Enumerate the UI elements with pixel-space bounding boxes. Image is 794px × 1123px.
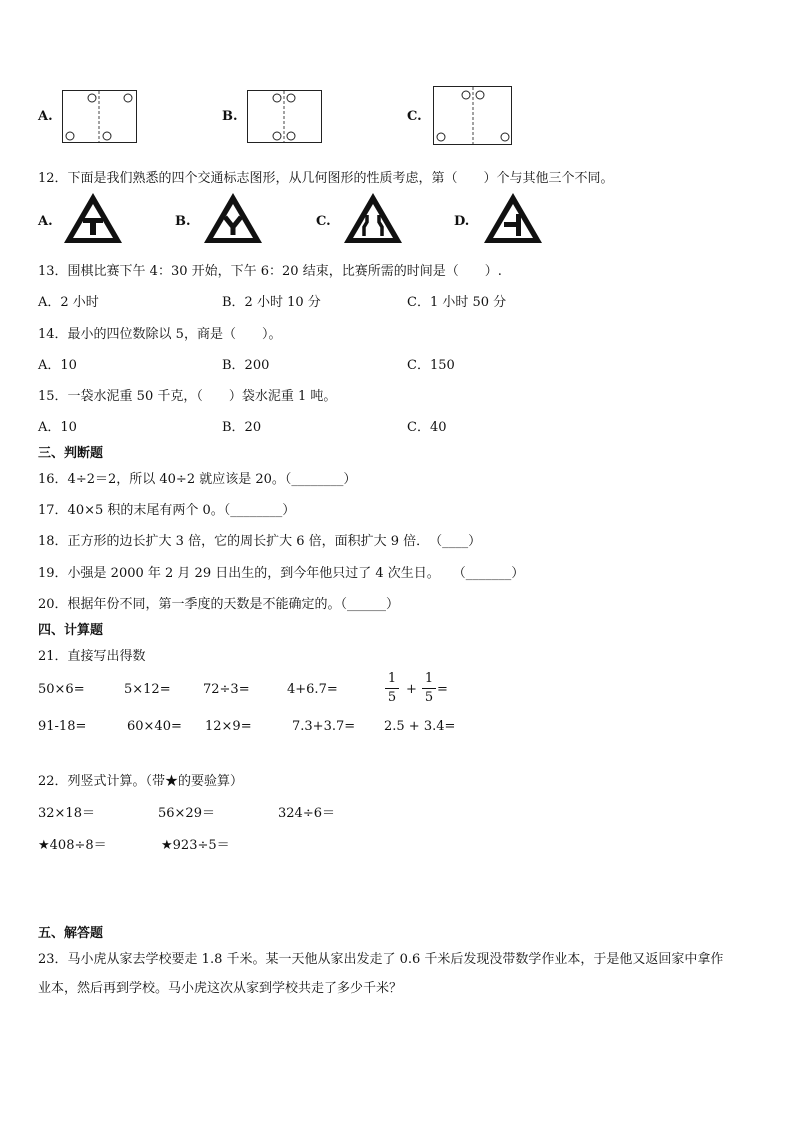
fraction-plus-sign: + (406, 682, 417, 697)
q12-option-d: D. (454, 214, 470, 229)
section-true-false-heading: 三、判断题 (38, 446, 104, 461)
q21-fraction-2 (422, 671, 436, 706)
q17-text: 17．40×5 积的末尾有两个 0。（________） (38, 503, 296, 518)
q13-option-c: C．1 小时 50 分 (407, 295, 507, 310)
q11-option-b: B. (222, 109, 238, 124)
q22-item: ★408÷8＝ (38, 838, 107, 853)
traffic-sign-y-junction-icon (202, 191, 264, 245)
q21-item: 72÷3= (203, 682, 250, 697)
q15-option-b: B．20 (222, 420, 262, 435)
q21-item: 2.5 + 3.4= (384, 719, 456, 734)
q16-text: 16．4÷2＝2，所以 40÷2 就应该是 20。（________） (38, 472, 357, 487)
q13-text: 13．围棋比赛下午 4：30 开始，下午 6：20 结束，比赛所需的时间是（ ）. (38, 264, 502, 279)
q18-text: 18．正方形的边长扩大 3 倍，它的周长扩大 6 倍，面积扩大 9 倍． （____） (38, 534, 482, 549)
q21-item: 7.3+3.7= (292, 719, 356, 734)
q11-figure-a (62, 90, 138, 144)
q13-option-a: A．2 小时 (38, 295, 99, 310)
q21-item: 12×9= (205, 719, 252, 734)
q20-text: 20．根据年份不同，第一季度的天数是不能确定的。（______） (38, 597, 400, 612)
q12-option-c: C. (316, 214, 331, 229)
q12-option-a: A. (38, 214, 53, 229)
q15-text: 15．一袋水泥重 50 千克，（ ）袋水泥重 1 吨。 (38, 389, 337, 404)
q15-option-c: C．40 (407, 420, 447, 435)
traffic-sign-t-junction-icon (62, 191, 124, 245)
q23-text-line1: 23．马小虎从家去学校要走 1.8 千米。某一天他从家出发走了 0.6 千米后发现没带数学作业本，于是他又返回家中拿作 (38, 952, 724, 967)
q14-option-a: A．10 (38, 358, 77, 373)
q11-figure-b (247, 90, 323, 144)
q21-item: 91-18= (38, 719, 87, 734)
q21-fraction-1 (385, 671, 399, 706)
fraction-denominator: 5 (387, 690, 397, 705)
fraction-equals-sign: = (437, 682, 448, 697)
section-word-problems-heading: 五、解答题 (38, 926, 104, 941)
fraction-bar (385, 688, 399, 689)
q22-item: ★923÷5＝ (161, 838, 230, 853)
q11-option-c: C. (407, 109, 422, 124)
traffic-sign-side-road-icon (482, 191, 544, 245)
q21-item: 5×12= (124, 682, 171, 697)
q11-option-a: A. (38, 109, 53, 124)
q11-figure-c (433, 86, 513, 146)
q22-item: 32×18＝ (38, 806, 95, 821)
q21-item: 4+6.7= (287, 682, 338, 697)
q21-title: 21．直接写出得数 (38, 649, 146, 664)
q19-text: 19．小强是 2000 年 2 月 29 日出生的，到今年他只过了 4 次生日。 （_______） (38, 566, 525, 581)
q22-item: 56×29＝ (158, 806, 215, 821)
fraction-numerator: 1 (387, 671, 397, 686)
q12-text: 12．下面是我们熟悉的四个交通标志图形，从几何图形的性质考虑，第（ ）个与其他三个不同。 (38, 171, 614, 186)
q21-item: 50×6= (38, 682, 85, 697)
q22-item: 324÷6＝ (278, 806, 335, 821)
q15-option-a: A．10 (38, 420, 77, 435)
q22-title: 22．列竖式计算。（带★的要验算） (38, 774, 244, 789)
fraction-bar (422, 688, 436, 689)
q23-text-line2: 业本，然后再到学校。马小虎这次从家到学校共走了多少千米？ (38, 981, 403, 996)
traffic-sign-road-narrows-icon (342, 191, 404, 245)
q12-option-b: B. (175, 214, 191, 229)
q21-item: 60×40= (127, 719, 182, 734)
fraction-numerator: 1 (424, 671, 434, 686)
q14-option-b: B．200 (222, 358, 270, 373)
q14-text: 14．最小的四位数除以 5，商是（ ）。 (38, 327, 282, 342)
q14-option-c: C．150 (407, 358, 455, 373)
section-calculation-heading: 四、计算题 (38, 623, 104, 638)
q13-option-b: B．2 小时 10 分 (222, 295, 321, 310)
fraction-denominator: 5 (424, 690, 434, 705)
